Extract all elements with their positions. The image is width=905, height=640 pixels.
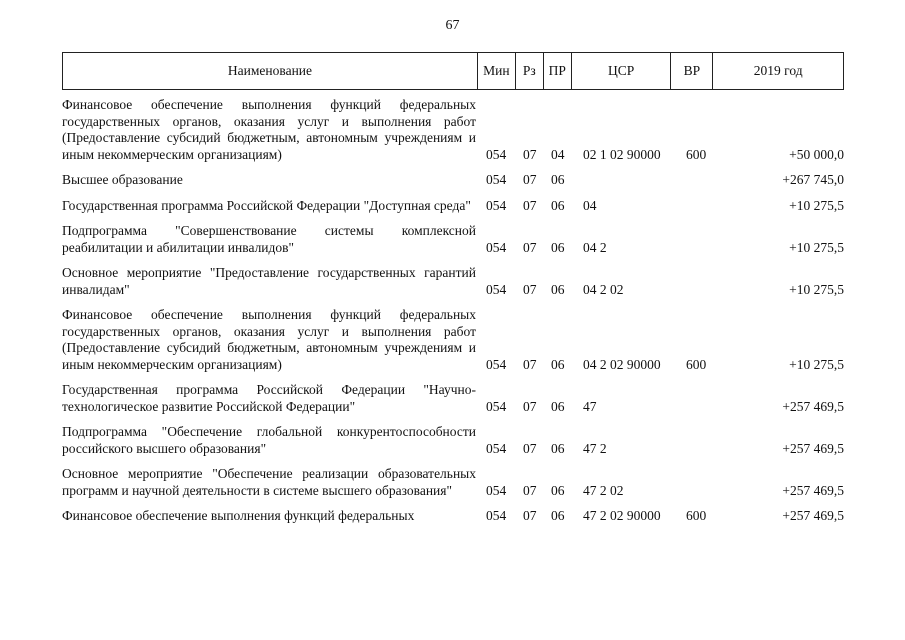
- row-codes: [62, 357, 844, 374]
- header-rz: Рз: [516, 53, 544, 89]
- row-rz: 07: [523, 440, 537, 456]
- header-pr: ПР: [544, 53, 572, 89]
- table-row: [62, 307, 844, 373]
- table-row: [62, 508, 844, 525]
- table-row: [62, 265, 844, 298]
- row-codes: [62, 483, 844, 500]
- row-amount: +257 469,5: [782, 482, 844, 498]
- row-pr: 06: [551, 482, 565, 498]
- row-amount: +257 469,5: [782, 398, 844, 414]
- row-amount: +10 275,5: [789, 281, 844, 297]
- table-header: [62, 52, 844, 90]
- row-min: 054: [486, 239, 507, 255]
- row-amount: +10 275,5: [789, 356, 844, 372]
- row-pr: 06: [551, 172, 565, 187]
- row-rz: 07: [523, 508, 537, 523]
- header-min: Мин: [478, 53, 516, 89]
- row-name: Государственная программа Российской Федерации "Научно-технологическое развитие Российской Федерации": [62, 382, 476, 414]
- row-csr: 04 2 02 90000: [583, 356, 661, 372]
- row-codes: [62, 172, 844, 189]
- row-amount: +10 275,5: [789, 239, 844, 255]
- row-amount: +257 469,5: [782, 440, 844, 456]
- row-csr: 47 2 02: [583, 482, 624, 498]
- row-codes: [62, 198, 844, 215]
- row-csr: 04 2 02: [583, 281, 624, 297]
- table-body: [62, 97, 844, 534]
- row-vr: 600: [686, 146, 707, 162]
- row-csr: 04: [583, 197, 597, 213]
- row-rz: 07: [523, 356, 537, 372]
- row-codes: [62, 441, 844, 458]
- row-amount: +10 275,5: [789, 197, 844, 213]
- table-row: [62, 172, 844, 189]
- row-vr: 600: [686, 356, 707, 372]
- row-amount: +257 469,5: [782, 508, 844, 523]
- row-name: Финансовое обеспечение выполнения функций федеральных государственных органов, оказания услуг и выполнения работ (Предоставление субсидий бюджетным, автономным учреждениям и иным некоммерческим организациям): [62, 307, 476, 372]
- row-name: Подпрограмма "Обеспечение глобальной конкурентоспособности российского высшего образования": [62, 424, 476, 456]
- table-row: [62, 382, 844, 415]
- row-codes: [62, 508, 844, 525]
- row-pr: 06: [551, 508, 565, 523]
- row-codes: [62, 282, 844, 299]
- row-min: 054: [486, 398, 507, 414]
- row-pr: 06: [551, 398, 565, 414]
- row-rz: 07: [523, 482, 537, 498]
- header-name: Наименование: [63, 53, 478, 89]
- row-min: 054: [486, 146, 507, 162]
- row-name: Высшее образование: [62, 172, 183, 187]
- row-rz: 07: [523, 197, 537, 213]
- header-year: 2019 год: [753, 63, 803, 78]
- row-rz: 07: [523, 281, 537, 297]
- row-pr: 06: [551, 356, 565, 372]
- row-min: 054: [486, 197, 507, 213]
- table-row: [62, 97, 844, 163]
- row-name: Финансовое обеспечение выполнения функций федеральных государственных органов, оказания услуг и выполнения работ (Предоставление субсидий бюджетным, автономным учреждениям и иным некоммерческим организациям): [62, 97, 476, 162]
- row-rz: 07: [523, 146, 537, 162]
- row-amount: +267 745,0: [782, 172, 844, 187]
- row-rz: 07: [523, 239, 537, 255]
- row-rz: 07: [523, 398, 537, 414]
- row-csr: 04 2: [583, 239, 607, 255]
- table-row: [62, 223, 844, 256]
- row-pr: 06: [551, 281, 565, 297]
- row-csr: 02 1 02 90000: [583, 146, 661, 162]
- header-csr: ЦСР: [572, 53, 672, 89]
- row-vr: 600: [686, 508, 707, 523]
- row-min: 054: [486, 482, 507, 498]
- row-min: 054: [486, 508, 507, 523]
- row-codes: [62, 147, 844, 164]
- page-number: 67: [445, 18, 460, 33]
- row-min: 054: [486, 440, 507, 456]
- row-pr: 06: [551, 440, 565, 456]
- header-vr: ВР: [671, 53, 713, 89]
- row-codes: [62, 399, 844, 416]
- row-name: Основное мероприятие "Обеспечение реализации образовательных программ и научной деятельности в системе высшего образования": [62, 466, 476, 498]
- row-codes: [62, 240, 844, 257]
- row-min: 054: [486, 172, 507, 187]
- row-rz: 07: [523, 172, 537, 187]
- row-csr: 47: [583, 398, 597, 414]
- row-min: 054: [486, 356, 507, 372]
- row-csr: 47 2: [583, 440, 607, 456]
- table-row: [62, 466, 844, 499]
- table-row: [62, 198, 844, 215]
- table-row: [62, 424, 844, 457]
- row-name: Финансовое обеспечение выполнения функций федеральных: [62, 508, 415, 523]
- row-name: Основное мероприятие "Предоставление государственных гарантий инвалидам": [62, 265, 476, 297]
- row-pr: 06: [551, 197, 565, 213]
- row-name: Государственная программа Российской Федерации "Доступная среда": [62, 197, 471, 213]
- row-amount: +50 000,0: [789, 146, 844, 162]
- row-min: 054: [486, 281, 507, 297]
- row-name: Подпрограмма "Совершенствование системы комплексной реабилитации и абилитации инвалидов": [62, 223, 476, 255]
- row-pr: 06: [551, 239, 565, 255]
- row-csr: 47 2 02 90000: [583, 508, 661, 523]
- row-pr: 04: [551, 146, 565, 162]
